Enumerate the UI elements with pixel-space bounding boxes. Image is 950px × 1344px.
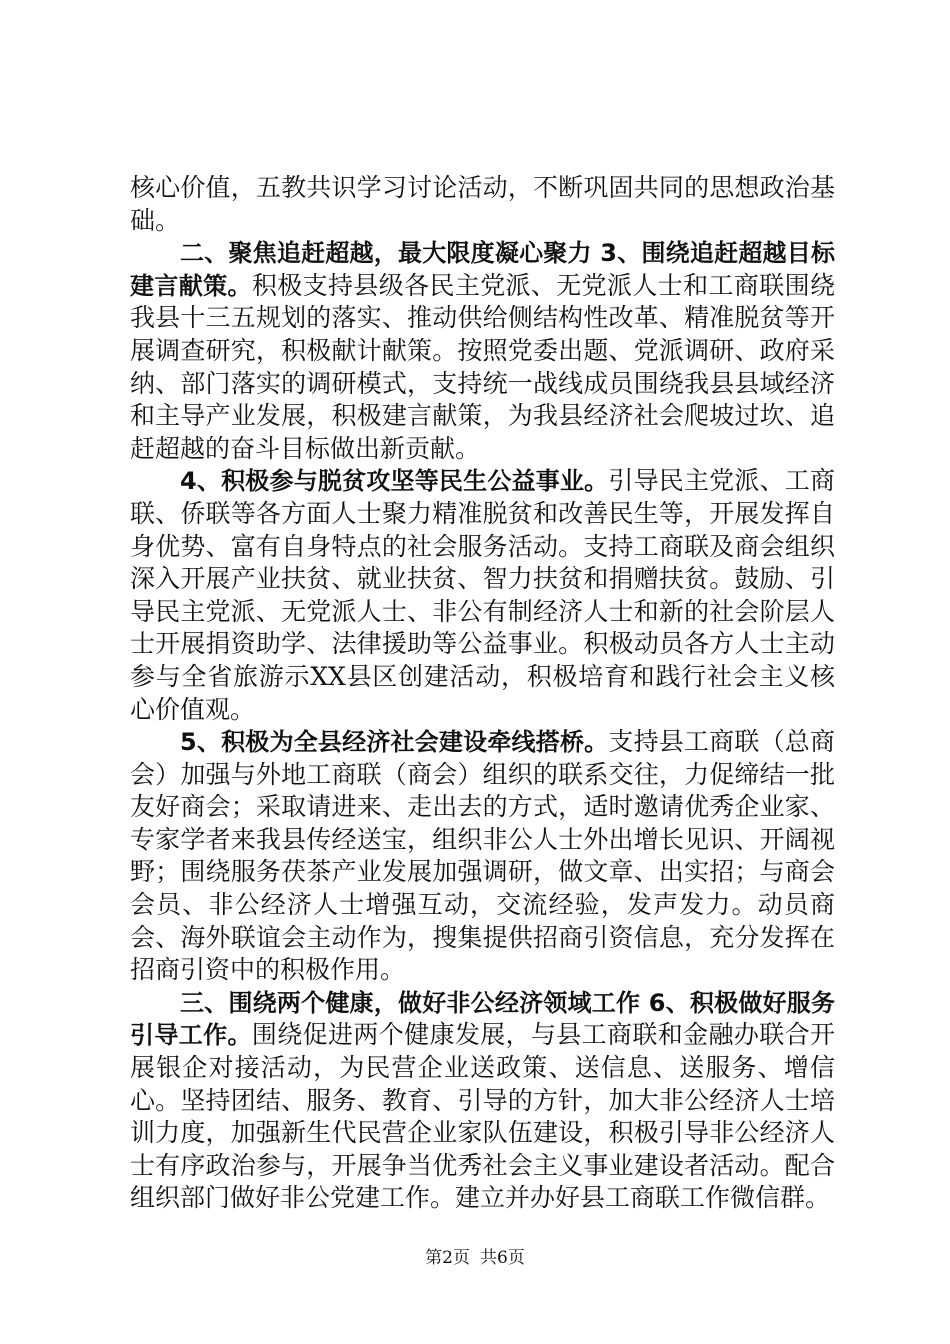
paragraph-3 <box>130 465 835 726</box>
page-footer <box>0 1243 950 1268</box>
paragraph-text: 核心价值，五教共识学习讨论活动，不断巩固共同的思想政治基础。 <box>130 173 835 235</box>
paragraph-heading: 二、聚焦追赶超越，最大限度凝心聚力 3、围绕追赶超越目标建言献策。 <box>130 239 835 300</box>
page-number: 第2页 <box>425 1248 470 1268</box>
paragraph-heading: 5、积极为全县经济社会建设牵线搭桥。 <box>180 728 609 757</box>
paragraph-2 <box>130 237 835 465</box>
paragraph-5 <box>130 987 835 1215</box>
document-body <box>130 172 835 1215</box>
paragraph-text: 引导民主党派、工商联、侨联等各方面人士聚力精准脱贫和改善民生等，开展发挥自身优势、富有自身特点的社会服务活动。支持工商联及商会组织深入开展产业扶贫、就业扶贫、智力扶贫和捐赠扶贫。鼓励、引导民主党派、无党派人士、非公有制经济人士和新的社会阶层人士开展捐资助学、法律援助等公益事业。积极动员各方人士主动参与全省旅游示XX县区创建活动，积极培育和践行社会主义核心价值观。 <box>130 466 835 724</box>
paragraph-text: 积极支持县级各民主党派、无党派人士和工商联围绕我县十三五规划的落实、推动供给侧结构性改革、精准脱贫等开展调查研究，积极献计献策。按照党委出题、党派调研、政府采纳、部门落实的调研模式，支持统一战线成员围绕我县县域经济和主导产业发展，积极建言献策，为我县经济社会爬坡过坎、追赶超越的奋斗目标做出新贡献。 <box>130 270 835 463</box>
paragraph-heading: 三、围绕两个健康，做好非公经济领域工作 6、积极做好服务引导工作。 <box>130 988 835 1050</box>
page-total: 共6页 <box>480 1248 525 1268</box>
paragraph-1 <box>130 172 835 237</box>
paragraph-4 <box>130 726 835 987</box>
paragraph-text: 围绕促进两个健康发展，与县工商联和金融办联合开展银企对接活动，为民营企业送政策、送信息、送服务、增信心。坚持团结、服务、教育、引导的方针，加大非公经济人士培训力度，加强新生代民营企业家队伍建设，积极引导非公经济人士有序政治参与，开展争当优秀社会主义事业建设者活动。配合组织部门做好非公党建工作。建立并办好县工商联工作微信群。 <box>130 1020 835 1213</box>
paragraph-heading: 4、积极参与脱贫攻坚等民生公益事业。 <box>180 467 609 496</box>
paragraph-text: 支持县工商联（总商会）加强与外地工商联（商会）组织的联系交往，力促缔结一批友好商会；采取请进来、走出去的方式，适时邀请优秀企业家、专家学者来我县传经送宝，组织非公人士外出增长见识、开阔视野；围绕服务茯茶产业发展加强调研，做文章、出实招；与商会会员、非公经济人士增强互动，交流经验，发声发力。动员商会、海外联谊会主动作为，搜集提供招商引资信息，充分发挥在招商引资中的积极作用。 <box>130 727 835 985</box>
